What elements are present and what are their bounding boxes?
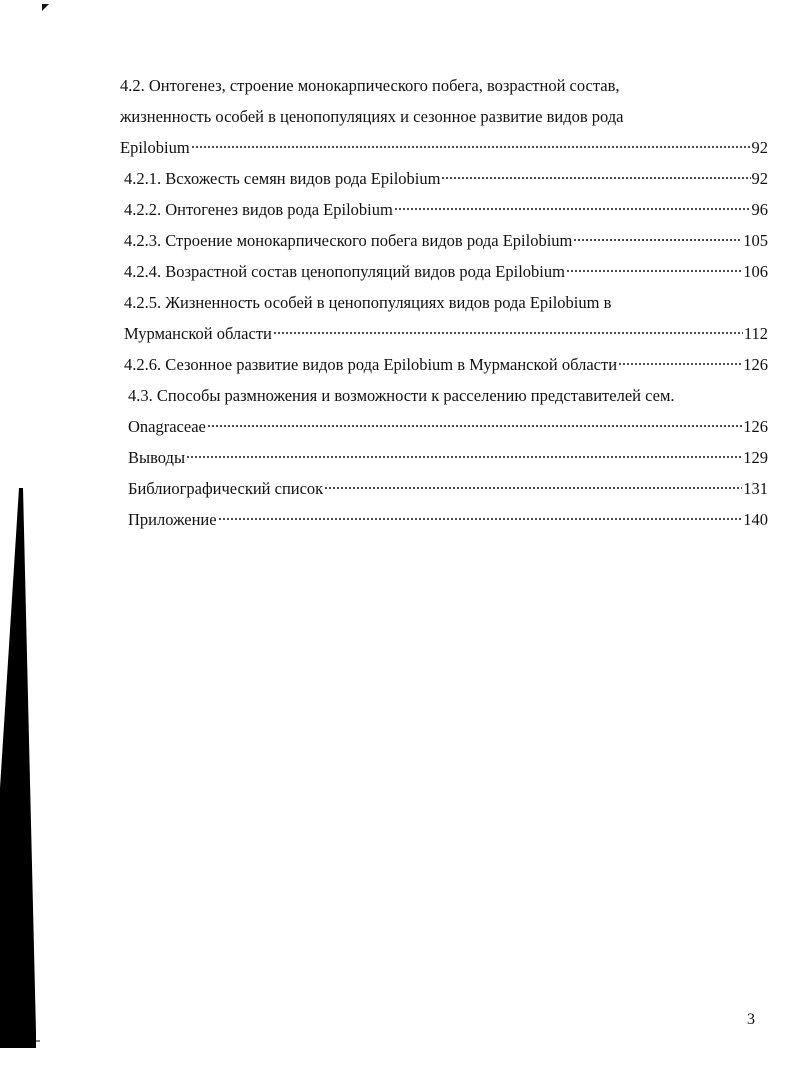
- toc-entry-text: 4.2.5. Жизненность особей в ценопопуляциях видов рода Epilobium в: [124, 293, 612, 312]
- toc-entry-conclusions[interactable]: [120, 442, 768, 473]
- scan-corner-mark: [42, 4, 49, 11]
- toc-entry-4-2-line-1[interactable]: [120, 70, 768, 101]
- toc-entry-4-2-line-3[interactable]: [120, 132, 768, 163]
- toc-page-number: 106: [743, 262, 768, 281]
- toc-page-number: 131: [743, 479, 768, 498]
- toc-entry-text: Onagraceae: [128, 417, 206, 436]
- toc-page-number: 92: [751, 169, 768, 188]
- dot-leader: [186, 455, 742, 459]
- toc-entry-text: 4.2.6. Сезонное развитие видов рода Epilobium в Мурманской области: [124, 355, 618, 374]
- toc-page-number: 92: [751, 138, 768, 157]
- toc-entry-4-2-3[interactable]: [120, 225, 768, 256]
- toc-entry-4-2-4[interactable]: [120, 256, 768, 287]
- toc-entry-appendix[interactable]: [120, 504, 768, 535]
- dot-leader: [273, 331, 743, 335]
- dot-leader: [441, 176, 750, 180]
- toc-entry-text: Epilobium: [120, 138, 190, 157]
- toc-entry-text: Выводы: [128, 448, 186, 467]
- toc-entry-text: 4.2.3. Строение монокарпического побега видов рода Epilobium: [124, 231, 573, 250]
- dot-leader: [191, 145, 751, 149]
- toc-page-number: 126: [743, 355, 768, 374]
- toc-entry-text: Приложение: [128, 510, 217, 529]
- toc-page-number: 140: [743, 510, 768, 529]
- dot-leader: [218, 517, 743, 521]
- toc-entry-bibliography[interactable]: [120, 473, 768, 504]
- toc-entry-text: 4.2.1. Всхожесть семян видов рода Epilobium: [124, 169, 441, 188]
- toc-entry-text: 4.2. Онтогенез, строение монокарпического побега, возрастной состав,: [120, 76, 620, 95]
- page-number: 3: [747, 1011, 755, 1028]
- dot-leader: [207, 424, 742, 428]
- table-of-contents: [120, 70, 768, 535]
- toc-entry-4-2-line-2[interactable]: [120, 101, 768, 132]
- toc-entry-text: Библиографический список: [128, 479, 324, 498]
- toc-page-number: 126: [743, 417, 768, 436]
- toc-page-number: 96: [751, 200, 768, 219]
- toc-entry-4-2-5-line-1[interactable]: [120, 287, 768, 318]
- toc-entry-text: Мурманской области: [124, 324, 272, 343]
- dot-leader: [394, 207, 751, 211]
- toc-entry-4-3-line-2[interactable]: [120, 411, 768, 442]
- toc-entry-4-2-6[interactable]: [120, 349, 768, 380]
- toc-entry-4-3-line-1[interactable]: [120, 380, 768, 411]
- dot-leader: [618, 362, 742, 366]
- toc-entry-text: жизненность особей в ценопопуляциях и сезонное развитие видов рода: [120, 107, 624, 126]
- toc-entry-text: 4.3. Способы размножения и возможности к расселению представителей сем.: [128, 386, 675, 405]
- dot-leader: [324, 486, 742, 490]
- dot-leader: [573, 238, 742, 242]
- toc-entry-4-2-5-line-2[interactable]: [120, 318, 768, 349]
- toc-page-number: 129: [743, 448, 768, 467]
- toc-entry-text: 4.2.2. Онтогенез видов рода Epilobium: [124, 200, 393, 219]
- dot-leader: [566, 269, 742, 273]
- toc-entry-4-2-2[interactable]: [120, 194, 768, 225]
- toc-entry-text: 4.2.4. Возрастной состав ценопопуляций видов рода Epilobium: [124, 262, 565, 281]
- scan-edge-shadow: [0, 488, 42, 1048]
- toc-entry-4-2-1[interactable]: [120, 163, 768, 194]
- toc-page-number: 112: [743, 324, 768, 343]
- toc-page-number: 105: [743, 231, 768, 250]
